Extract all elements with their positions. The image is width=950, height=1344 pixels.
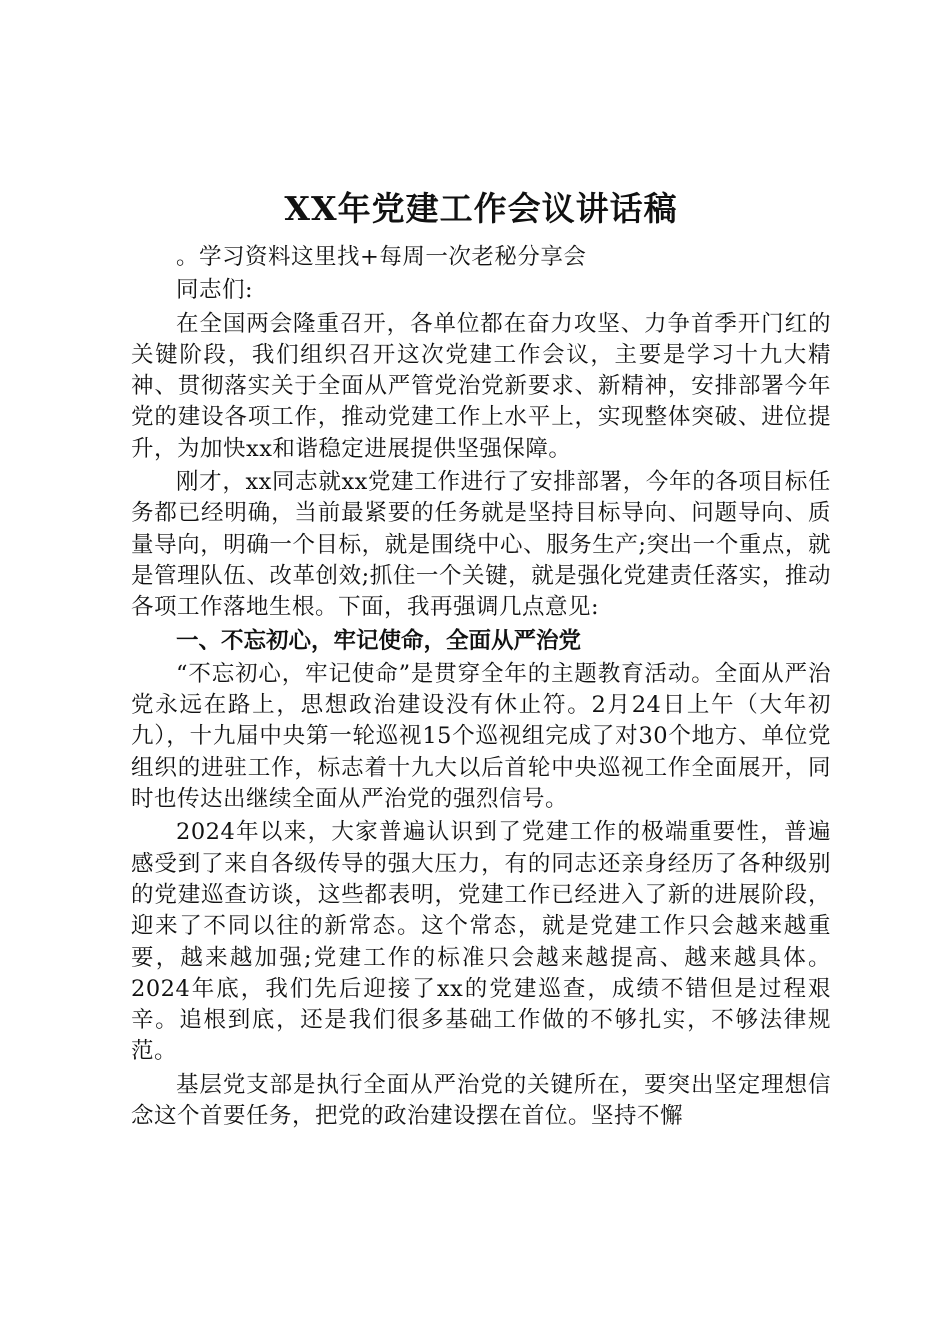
document-title: XX年党建工作会议讲话稿 [284,189,678,228]
paragraph-opening: 在全国两会隆重召开，各单位都在奋力攻坚、力争首季开门红的关键阶段，我们组织召开这次党建工作会议，主要是学习十九大精神、贯彻落实关于全面从严管党治党新要求、新精神，安排部署今年党的建设各项工作，推动党建工作上水平上，实现整体突破、进位提升，为加快xx和谐稳定进展提供坚强保障。 [131,310,831,462]
section-heading-1: 一、不忘初心，牢记使命，全面从严治党 [176,627,582,654]
section1-paragraph-1: “不忘初心，牢记使命”是贯穿全年的主题教育活动。全面从严治党永远在路上，思想政治建设没有休止符。2月24日上午（大年初九），十九届中央第一轮巡视15个巡视组完成了对30个地方、单位党组织的进驻工作，标志着十九大以后首轮中央巡视工作全面展开，同时也传达出继续全面从严治党的强烈信号。 [131,660,831,813]
section1-paragraph-3: 基层党支部是执行全面从严治党的关键所在，要突出坚定理想信念这个首要任务，把党的政治建设摆在首位。坚持不懈 [131,1071,831,1130]
intro-line: 。学习资料这里找+每周一次老秘分享会 [176,244,587,270]
section1-paragraph-2: 2024年以来，大家普遍认识到了党建工作的极端重要性，普遍感受到了来自各级传导的强大压力，有的同志还亲身经历了各种级别的党建巡查访谈，这些都表明，党建工作已经进入了新的进展阶段，迎来了不同以往的新常态。这个常态，就是党建工作只会越来越重要，越来越加强;党建工作的标准只会越来越提高、越来越具体。2024年底，我们先后迎接了xx的党建巡查，成绩不错但是过程艰辛。追根到底，还是我们很多基础工作做的不够扎实，不够法律规范。 [131,819,831,1065]
salutation: 同志们: [176,277,254,304]
document-page [131,180,831,1134]
paragraph-arrangement: 刚才，xx同志就xx党建工作进行了安排部署，今年的各项目标任务都已经明确，当前最紧要的任务就是坚持目标导向、问题导向、质量导向，明确一个目标，就是围绕中心、服务生产;突出一个重点，就是管理队伍、改革创效;抓住一个关键，就是强化党建责任落实，推动各项工作落地生根。下面，我再强调几点意见: [131,469,831,621]
